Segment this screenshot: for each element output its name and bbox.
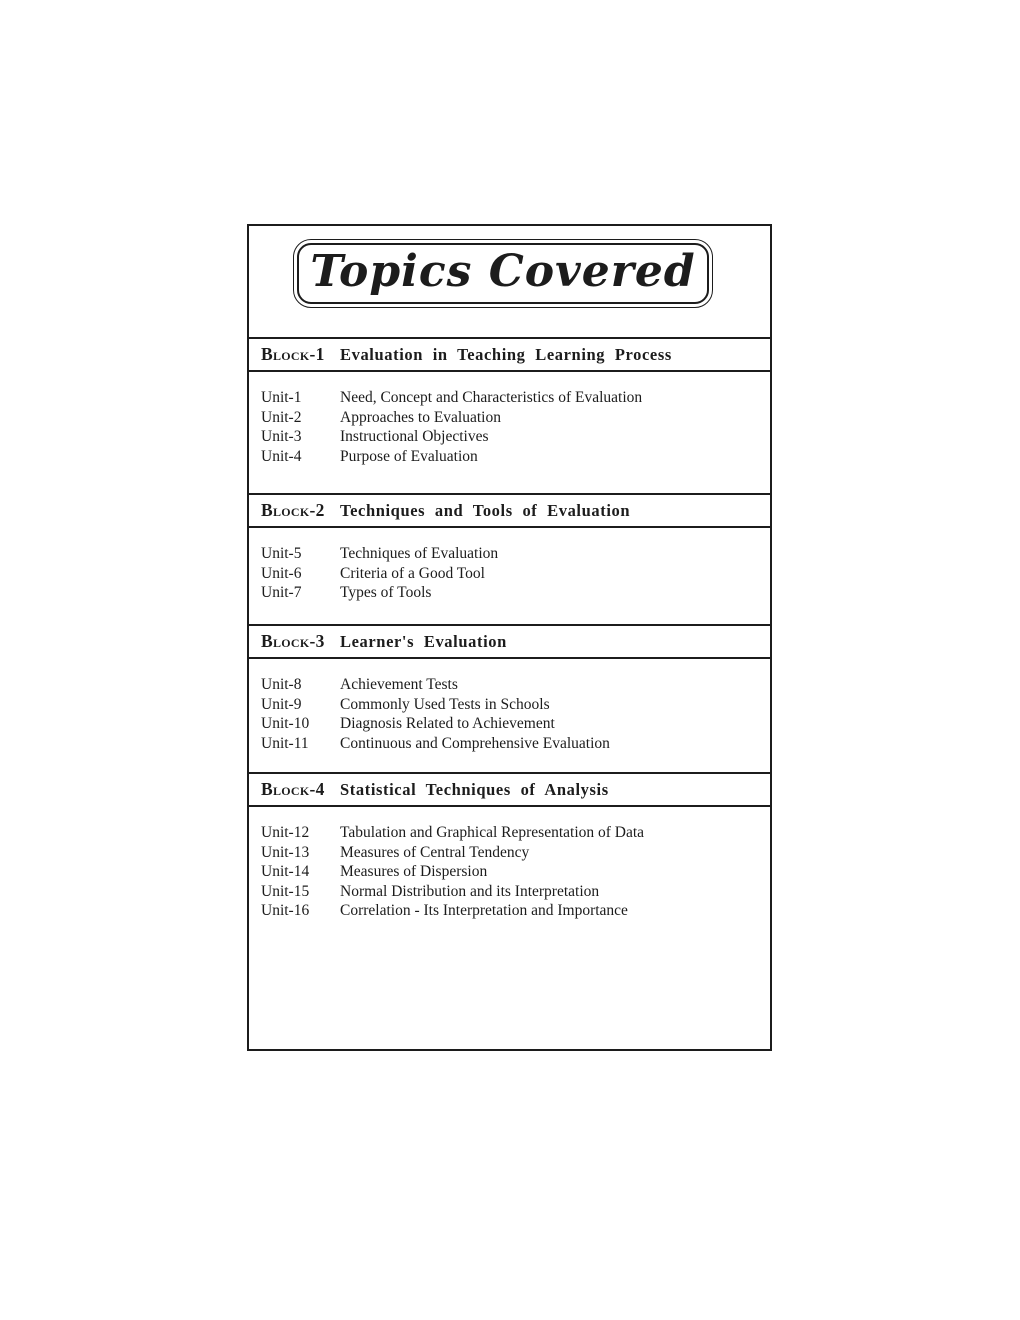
unit-title: Techniques of Evaluation bbox=[340, 545, 499, 562]
unit-number: Unit-13 bbox=[261, 843, 310, 861]
block-title: Statistical Techniques of Analysis bbox=[340, 779, 609, 799]
unit-row bbox=[261, 901, 760, 921]
unit-title: Correlation - Its Interpretation and Importance bbox=[340, 902, 628, 919]
unit-row bbox=[261, 388, 760, 408]
block-1-unit-list bbox=[249, 372, 770, 493]
unit-number: Unit-1 bbox=[261, 389, 302, 406]
unit-title: Diagnosis Related to Achievement bbox=[340, 715, 555, 732]
unit-number: Unit-12 bbox=[261, 824, 310, 841]
unit-row bbox=[261, 427, 760, 447]
unit-title: Approaches to Evaluation bbox=[340, 408, 501, 426]
unit-number: Unit-4 bbox=[261, 447, 302, 465]
unit-row bbox=[261, 564, 760, 584]
block-4-header bbox=[249, 772, 770, 807]
unit-row bbox=[261, 823, 760, 843]
topics-covered-panel bbox=[247, 224, 772, 1051]
block-label: Block-2 bbox=[261, 500, 325, 520]
block-title: Learner's Evaluation bbox=[340, 631, 507, 651]
unit-title: Commonly Used Tests in Schools bbox=[340, 695, 550, 713]
unit-number: Unit-14 bbox=[261, 863, 310, 880]
unit-title: Continuous and Comprehensive Evaluation bbox=[340, 734, 610, 752]
block-3-header bbox=[249, 624, 770, 659]
unit-row bbox=[261, 583, 760, 603]
unit-number: Unit-7 bbox=[261, 584, 302, 601]
unit-row bbox=[261, 544, 760, 564]
title-box-inner-border bbox=[297, 243, 709, 304]
unit-row bbox=[261, 843, 760, 863]
block-label: Block-3 bbox=[261, 631, 325, 651]
unit-number: Unit-2 bbox=[261, 408, 302, 426]
unit-number: Unit-10 bbox=[261, 715, 310, 732]
unit-title: Instructional Objectives bbox=[340, 428, 489, 445]
unit-title: Tabulation and Graphical Representation of Data bbox=[340, 824, 645, 841]
unit-number: Unit-8 bbox=[261, 676, 302, 693]
unit-number: Unit-3 bbox=[261, 428, 302, 445]
unit-row bbox=[261, 675, 760, 695]
title-box bbox=[293, 239, 713, 308]
block-label: Block-1 bbox=[261, 344, 325, 364]
unit-title: Types of Tools bbox=[340, 584, 432, 601]
unit-title: Criteria of a Good Tool bbox=[340, 564, 485, 582]
block-2-header bbox=[249, 493, 770, 528]
unit-number: Unit-15 bbox=[261, 882, 310, 900]
unit-title: Normal Distribution and its Interpretation bbox=[340, 882, 600, 900]
unit-title: Measures of Dispersion bbox=[340, 863, 488, 880]
block-title: Techniques and Tools of Evaluation bbox=[340, 500, 631, 520]
unit-title: Measures of Central Tendency bbox=[340, 843, 530, 861]
block-3-unit-list bbox=[249, 659, 770, 772]
block-1-header bbox=[249, 337, 770, 372]
unit-number: Unit-5 bbox=[261, 545, 302, 562]
unit-row bbox=[261, 882, 760, 902]
unit-number: Unit-11 bbox=[261, 734, 309, 752]
unit-number: Unit-16 bbox=[261, 902, 310, 919]
unit-row bbox=[261, 862, 760, 882]
unit-row bbox=[261, 408, 760, 428]
block-label: Block-4 bbox=[261, 779, 325, 799]
page-title: Topics Covered bbox=[310, 246, 696, 297]
unit-row bbox=[261, 714, 760, 734]
title-section bbox=[249, 226, 770, 337]
block-4-unit-list bbox=[249, 807, 770, 1049]
unit-row bbox=[261, 734, 760, 754]
unit-title: Purpose of Evaluation bbox=[340, 447, 478, 465]
unit-number: Unit-6 bbox=[261, 564, 302, 582]
unit-number: Unit-9 bbox=[261, 695, 302, 713]
block-title: Evaluation in Teaching Learning Process bbox=[340, 344, 672, 364]
unit-title: Need, Concept and Characteristics of Evaluation bbox=[340, 389, 643, 406]
unit-title: Achievement Tests bbox=[340, 676, 458, 693]
unit-row bbox=[261, 695, 760, 715]
block-2-unit-list bbox=[249, 528, 770, 624]
unit-row bbox=[261, 447, 760, 467]
